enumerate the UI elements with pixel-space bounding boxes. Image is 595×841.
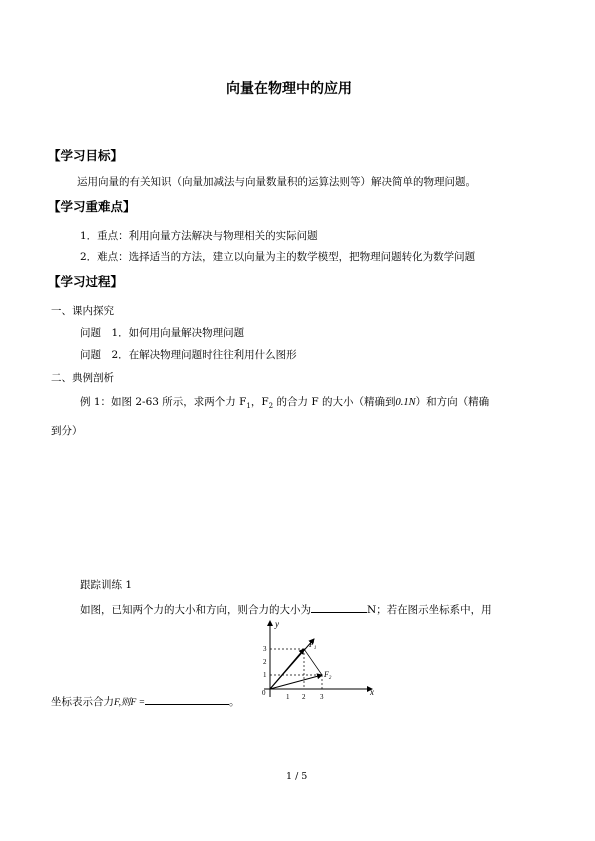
example-1-precision: 0.1N [395, 397, 416, 408]
x-axis-label: x [370, 687, 374, 697]
page-number: 1 / 5 [286, 771, 308, 782]
magnitude-blank[interactable] [311, 601, 367, 613]
page-title: 向量在物理中的应用 [226, 81, 352, 97]
coordinate-text-b: 。 [229, 696, 240, 708]
part-one-heading: 一、课内探究 [51, 305, 114, 317]
key-heading: 【学习重难点】 [48, 199, 136, 214]
example-1-line-1 [80, 395, 489, 413]
resultant-vector-symbol: F,则F = [114, 698, 146, 708]
example-1-text-d: ）和方向（精确 [415, 396, 490, 408]
origin-label: 0 [262, 689, 266, 697]
part-two-heading: 二、典例剖析 [51, 372, 114, 384]
coordinate-question [51, 693, 240, 710]
example-1-text-c: 的合力 F 的大小（精确到 [273, 396, 396, 408]
f1-label: $F_1$ [309, 640, 317, 651]
example-1-sub-1: 1 [246, 402, 251, 411]
key-point-2: 2．难点：选择适当的方法，建立以向量为主的数学模型，把物理问题转化为数学问题 [80, 251, 476, 263]
vector-resultant [270, 639, 317, 689]
vector-f2 [270, 675, 322, 689]
training-text-b: N；若在图示坐标系中，用 [367, 604, 492, 616]
training-question [80, 601, 492, 617]
f2-label: $F_2$ [324, 670, 332, 681]
y-axis-label: y [275, 619, 279, 629]
x-tick-2: 2 [302, 693, 306, 701]
key-point-1: 1．重点：利用向量方法解决与物理相关的实际问题 [80, 230, 318, 242]
example-1-sub-2: 2 [268, 402, 274, 411]
force-vector-figure [254, 617, 379, 707]
x-tick-1: 1 [286, 693, 290, 701]
example-1-line-2: 到分） [51, 425, 83, 437]
coordinate-blank[interactable] [145, 693, 229, 705]
question-2: 问题 2．在解决物理问题时往往利用什么图形 [80, 349, 297, 361]
y-tick-3: 3 [263, 645, 267, 653]
goal-heading: 【学习目标】 [48, 148, 124, 163]
parallelogram-side [304, 649, 322, 675]
training-text-a: 如图，已知两个力的大小和方向，则合力的大小为 [80, 604, 311, 616]
y-tick-1: 1 [263, 671, 267, 679]
y-tick-2: 2 [263, 658, 267, 666]
example-1-text-b: ，F [250, 396, 269, 408]
training-heading: 跟踪训练 1 [80, 579, 133, 591]
x-tick-3: 3 [320, 693, 324, 701]
goal-text: 运用向量的有关知识（向量加减法与向量数量积的运算法则等）解决简单的物理问题。 [77, 176, 476, 188]
process-heading: 【学习过程】 [48, 274, 124, 289]
coordinate-text-a: 坐标表示合力 [51, 696, 114, 708]
question-1: 问题 1．如何用向量解决物理问题 [80, 327, 245, 339]
example-1-text-a: 例 1：如图 2-63 所示，求两个力 F [80, 396, 247, 408]
